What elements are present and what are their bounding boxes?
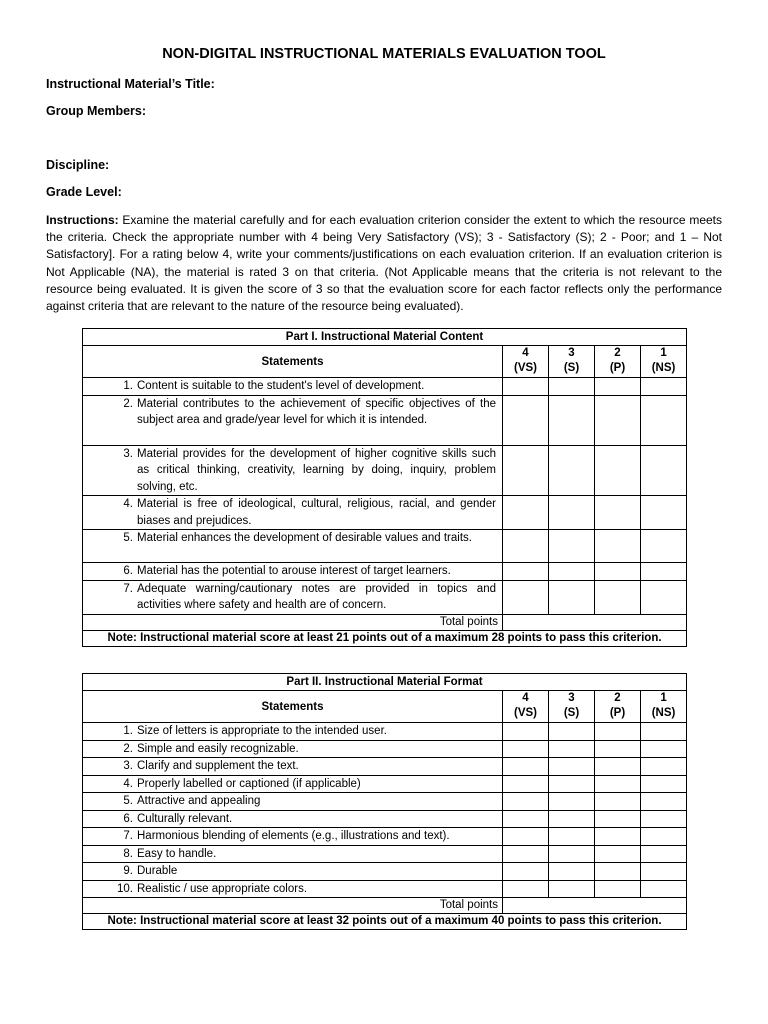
score-checkbox-cell[interactable] <box>549 863 595 881</box>
score-checkbox-cell[interactable] <box>503 758 549 776</box>
score-abbr: (VS) <box>514 707 537 719</box>
group-members-label: Group Members: <box>46 104 147 118</box>
score-checkbox-cell[interactable] <box>595 863 641 881</box>
score-checkbox-cell[interactable] <box>549 563 595 581</box>
part-title: Part I. Instructional Material Content <box>83 329 687 346</box>
statements-header: Statements <box>83 691 503 723</box>
score-checkbox-cell[interactable] <box>503 445 549 496</box>
statement-number: 10. <box>117 882 133 895</box>
statement-number: 3. <box>123 760 133 772</box>
score-checkbox-cell[interactable] <box>549 845 595 863</box>
score-checkbox-cell[interactable] <box>549 723 595 741</box>
score-checkbox-cell[interactable] <box>595 810 641 828</box>
score-number: 4 <box>522 692 529 704</box>
statement-number: 1. <box>123 380 133 392</box>
statement <box>83 758 498 775</box>
score-abbr: (P) <box>609 362 626 374</box>
score-checkbox-cell[interactable] <box>503 845 549 863</box>
statement <box>83 723 498 740</box>
score-checkbox-cell[interactable] <box>549 775 595 793</box>
statement <box>83 793 498 810</box>
total-points-cell[interactable] <box>503 614 687 630</box>
statement-text: Harmonious blending of elements (e.g., illustrations and text). <box>137 830 450 842</box>
score-checkbox-cell[interactable] <box>595 880 641 898</box>
score-checkbox-cell[interactable] <box>503 395 549 445</box>
score-checkbox-cell[interactable] <box>641 758 687 776</box>
statement-text: Material enhances the development of desirable values and traits. <box>137 532 472 544</box>
score-checkbox-cell[interactable] <box>549 758 595 776</box>
statement-cell <box>83 378 503 396</box>
score-checkbox-cell[interactable] <box>595 445 641 496</box>
grade-level-label: Grade Level: <box>46 185 122 199</box>
total-row <box>83 898 687 914</box>
score-number: 3 <box>568 692 575 704</box>
score-checkbox-cell[interactable] <box>641 580 687 614</box>
statement <box>83 881 498 898</box>
score-abbr: (NS) <box>651 362 676 374</box>
score-checkbox-cell[interactable] <box>595 845 641 863</box>
score-checkbox-cell[interactable] <box>595 758 641 776</box>
statement <box>83 863 498 880</box>
score-checkbox-cell[interactable] <box>595 828 641 846</box>
statement-text: Realistic / use appropriate colors. <box>137 882 308 895</box>
statement-number: 3. <box>123 447 133 460</box>
score-checkbox-cell[interactable] <box>503 775 549 793</box>
statement-text: Material has the potential to arouse interest of target learners. <box>137 565 451 577</box>
document-title: NON-DIGITAL INSTRUCTIONAL MATERIALS EVALUATION TOOL <box>162 46 606 62</box>
statement-cell <box>83 563 503 581</box>
statement <box>83 828 498 845</box>
note-row <box>83 914 687 930</box>
statement-cell <box>83 530 503 563</box>
score-checkbox-cell[interactable] <box>503 740 549 758</box>
table-row <box>83 563 687 581</box>
score-checkbox-cell[interactable] <box>549 496 595 530</box>
statement-number: 2. <box>123 742 133 755</box>
table-row <box>83 395 687 445</box>
statement-text: Easy to handle. <box>137 847 217 860</box>
statement-number: 6. <box>123 565 133 577</box>
header-row <box>83 691 687 723</box>
score-header <box>595 691 641 723</box>
score-checkbox-cell[interactable] <box>641 530 687 563</box>
table-row <box>83 845 687 863</box>
part1-table <box>82 328 687 647</box>
score-checkbox-cell[interactable] <box>549 530 595 563</box>
score-checkbox-cell[interactable] <box>595 723 641 741</box>
score-checkbox-cell[interactable] <box>503 863 549 881</box>
score-checkbox-cell[interactable] <box>503 810 549 828</box>
score-checkbox-cell[interactable] <box>641 880 687 898</box>
table-row <box>83 775 687 793</box>
total-row <box>83 614 687 630</box>
score-number: 3 <box>568 347 575 359</box>
statement-number: 8. <box>123 847 133 860</box>
total-points-label: Total points <box>83 898 503 914</box>
score-checkbox-cell[interactable] <box>549 793 595 811</box>
statement-cell <box>83 723 503 741</box>
statement-cell <box>83 845 503 863</box>
statement-number: 5. <box>123 795 133 807</box>
part-title-row <box>83 329 687 346</box>
statement-text: Properly labelled or captioned (if applicable) <box>137 777 361 790</box>
table-row <box>83 378 687 396</box>
table-row <box>83 810 687 828</box>
statement-cell <box>83 740 503 758</box>
score-checkbox-cell[interactable] <box>549 580 595 614</box>
score-checkbox-cell[interactable] <box>549 740 595 758</box>
score-checkbox-cell[interactable] <box>595 395 641 445</box>
total-points-label: Total points <box>83 614 503 630</box>
score-checkbox-cell[interactable] <box>595 740 641 758</box>
score-abbr: (S) <box>563 707 580 719</box>
statement-text: Durable <box>137 865 178 877</box>
score-header <box>503 691 549 723</box>
score-checkbox-cell[interactable] <box>503 563 549 581</box>
score-number: 2 <box>614 347 621 359</box>
statement <box>83 446 498 496</box>
statement <box>83 741 498 758</box>
statement-text: Adequate warning/cautionary notes are provided in topics and activities where safety and health are of concern. <box>137 582 496 611</box>
score-checkbox-cell[interactable] <box>595 378 641 396</box>
statement-number: 1. <box>123 725 133 737</box>
material-title-label: Instructional Material’s Title: <box>46 77 215 91</box>
statement-cell <box>83 828 503 846</box>
instructions-label: Instructions: <box>46 213 119 227</box>
statement-text: Material is free of ideological, cultural, religious, racial, and gender biases and prejudices. <box>137 498 496 527</box>
part-title: Part II. Instructional Material Format <box>83 674 687 691</box>
statement-text: Size of letters is appropriate to the intended user. <box>137 725 387 737</box>
score-checkbox-cell[interactable] <box>595 775 641 793</box>
score-header <box>641 691 687 723</box>
statement-number: 7. <box>123 582 133 595</box>
score-checkbox-cell[interactable] <box>641 563 687 581</box>
note-row <box>83 630 687 646</box>
statement-cell <box>83 880 503 898</box>
table-row <box>83 793 687 811</box>
statement-number: 9. <box>123 865 133 877</box>
score-checkbox-cell[interactable] <box>503 530 549 563</box>
score-checkbox-cell[interactable] <box>549 828 595 846</box>
score-abbr: (S) <box>563 362 580 374</box>
statement-text: Material provides for the development of higher cognitive skills such as critical thinking, creativity, learning by doing, inquiry, problem solving, etc. <box>137 447 496 493</box>
instructions-paragraph <box>46 212 722 315</box>
statement <box>83 776 498 793</box>
score-checkbox-cell[interactable] <box>641 828 687 846</box>
score-header <box>641 346 687 378</box>
score-checkbox-cell[interactable] <box>503 793 549 811</box>
score-checkbox-cell[interactable] <box>595 530 641 563</box>
score-checkbox-cell[interactable] <box>503 496 549 530</box>
score-checkbox-cell[interactable] <box>503 723 549 741</box>
score-checkbox-cell[interactable] <box>503 828 549 846</box>
score-checkbox-cell[interactable] <box>641 445 687 496</box>
table-row <box>83 863 687 881</box>
score-checkbox-cell[interactable] <box>641 378 687 396</box>
statement-cell <box>83 395 503 445</box>
table-row <box>83 445 687 496</box>
score-checkbox-cell[interactable] <box>595 563 641 581</box>
statement <box>83 378 498 395</box>
table-row <box>83 530 687 563</box>
score-header <box>503 346 549 378</box>
table-row <box>83 723 687 741</box>
score-header <box>549 346 595 378</box>
statement-text: Content is suitable to the student's level of development. <box>137 380 425 392</box>
score-number: 1 <box>660 347 667 359</box>
score-abbr: (VS) <box>514 362 537 374</box>
statement-cell <box>83 758 503 776</box>
score-checkbox-cell[interactable] <box>549 378 595 396</box>
statement <box>83 846 498 863</box>
table-row <box>83 828 687 846</box>
statement-cell <box>83 445 503 496</box>
score-number: 1 <box>660 692 667 704</box>
score-checkbox-cell[interactable] <box>641 723 687 741</box>
score-checkbox-cell[interactable] <box>549 445 595 496</box>
score-checkbox-cell[interactable] <box>549 395 595 445</box>
score-abbr: (P) <box>609 707 626 719</box>
statement <box>83 530 498 547</box>
statement-cell <box>83 496 503 530</box>
score-header <box>549 691 595 723</box>
table-row <box>83 496 687 530</box>
statement <box>83 563 498 580</box>
score-number: 4 <box>522 347 529 359</box>
statement-cell <box>83 863 503 881</box>
statement-number: 4. <box>123 498 133 510</box>
score-checkbox-cell[interactable] <box>503 378 549 396</box>
statement-cell <box>83 810 503 828</box>
score-checkbox-cell[interactable] <box>641 845 687 863</box>
part2-table <box>82 673 687 930</box>
statement-text: Attractive and appealing <box>137 795 261 807</box>
statement-cell <box>83 580 503 614</box>
score-number: 2 <box>614 692 621 704</box>
score-checkbox-cell[interactable] <box>549 880 595 898</box>
score-checkbox-cell[interactable] <box>641 775 687 793</box>
score-checkbox-cell[interactable] <box>641 496 687 530</box>
score-checkbox-cell[interactable] <box>503 580 549 614</box>
statement <box>83 581 498 614</box>
instructions-text: Examine the material carefully and for each evaluation criterion consider the extent to which the resource meets the criteria. Check the appropriate number with 4 being Very Satisfactory (VS); 3 - Satisfactory (S); 2 - Poor; and 1 – Not Satisfactory]. For a rating below 4, write your comments/justifications on each evaluation criterion. If an evaluation criterion is Not Applicable (NA), the material is rated 3 on that criteria. (Not Applicable means that the criteria is not relevant to the resource being evaluated. It is given the score of 3 so that the evaluation score for each factor reflects only the performance against criteria that are relevant to the nature of the resource being evaluated). <box>46 213 722 314</box>
statement-text: Clarify and supplement the text. <box>137 760 299 772</box>
statement-number: 4. <box>123 777 133 790</box>
statement <box>83 811 498 828</box>
statement-text: Material contributes to the achievement of specific objectives of the subject area and grade/year level for which it is intended. <box>137 397 496 426</box>
statement-number: 2. <box>123 397 133 410</box>
score-checkbox-cell[interactable] <box>595 496 641 530</box>
score-checkbox-cell[interactable] <box>641 793 687 811</box>
statement-text: Culturally relevant. <box>137 812 233 825</box>
statement-number: 5. <box>123 532 133 544</box>
statement <box>83 396 498 429</box>
table-row <box>83 740 687 758</box>
score-checkbox-cell[interactable] <box>595 580 641 614</box>
score-checkbox-cell[interactable] <box>641 395 687 445</box>
table-row <box>83 880 687 898</box>
table-row <box>83 580 687 614</box>
table-row <box>83 758 687 776</box>
part-title-row <box>83 674 687 691</box>
statement-number: 6. <box>123 812 133 825</box>
statement <box>83 496 498 529</box>
statement-cell <box>83 793 503 811</box>
statements-header: Statements <box>83 346 503 378</box>
pass-criterion-note: Note: Instructional material score at least 21 points out of a maximum 28 points to pass this criterion. <box>83 630 687 646</box>
statement-text: Simple and easily recognizable. <box>137 742 299 755</box>
statement-cell <box>83 775 503 793</box>
pass-criterion-note: Note: Instructional material score at least 32 points out of a maximum 40 points to pass this criterion. <box>83 914 687 930</box>
total-points-cell[interactable] <box>503 898 687 914</box>
score-checkbox-cell[interactable] <box>595 793 641 811</box>
score-checkbox-cell[interactable] <box>641 810 687 828</box>
statement-number: 7. <box>123 830 133 842</box>
score-header <box>595 346 641 378</box>
discipline-label: Discipline: <box>46 158 110 172</box>
score-checkbox-cell[interactable] <box>503 880 549 898</box>
score-checkbox-cell[interactable] <box>549 810 595 828</box>
score-checkbox-cell[interactable] <box>641 740 687 758</box>
score-checkbox-cell[interactable] <box>641 863 687 881</box>
score-abbr: (NS) <box>651 707 676 719</box>
header-row <box>83 346 687 378</box>
